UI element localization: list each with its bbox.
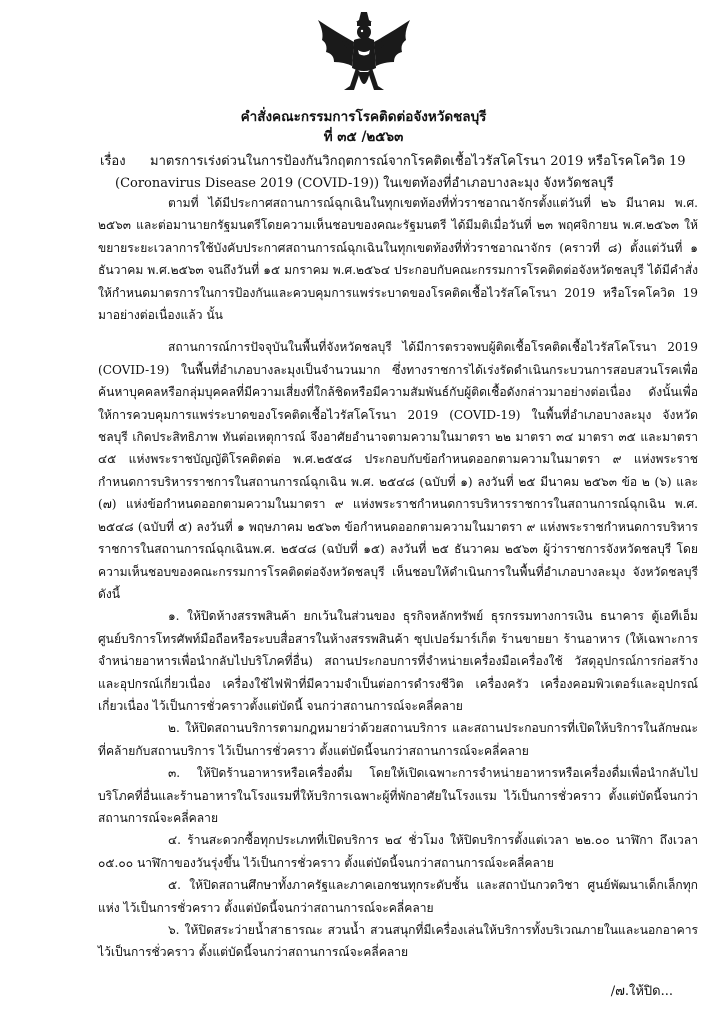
measure-item-4: ๔. ร้านสะดวกซื้อทุกประเภทที่เปิดบริการ ๒๔ ชั่วโมง ให้ปิดบริการตั้งแต่เวลา ๒๒.๐๐ นาฬิกา ถึงเวลา ๐๕.๐๐ นาฬิกาของวันรุ่งขึ้น ไว้เป็นการชั่วคราว ตั้งแต่บัดนี้จนกว่าสถานการณ์จะคลี่คลาย	[98, 833, 698, 870]
measure-item-6: ๖. ให้ปิดสระว่ายน้ำสาธารณะ สวนน้ำ สวนสนุกที่มีเครื่องเล่นให้บริการทั้งบริเวณภายในและนอกอาคาร ไว้เป็นการชั่วคราว ตั้งแต่บัดนี้จนกว่าสถานการณ์จะคลี่คลาย	[98, 923, 698, 960]
subject-line-1: มาตรการเร่งด่วนในการป้องกันวิกฤตการณ์จากโรคติดเชื้อไวรัสโคโรนา 2019 หรือโรคโควิด 19	[150, 154, 686, 169]
garuda-emblem-icon	[314, 10, 414, 98]
paragraph-situation: สถานการณ์การปัจจุบันในพื้นที่จังหวัดชลบุรี ได้มีการตรวจพบผู้ติดเชื้อโรคติดเชื้อไวรัสโคโรนา 2019 (COVID-19) ในพื้นที่อำเภอบางละมุงเป็นจำนวนมาก ซึ่งทางราชการได้เร่งรัดดำเนินกระบวนการสอบสวนโรคเพื่อค้นหาบุคคลหรือกลุ่มบุคคลที่มีความเสี่ยงที่ใกล้ชิดหรือมีความสัมพันธ์กับผู้ติดเชื้อดังกล่าวมาอย่างต่อเนื่อง ดังนั้นเพื่อให้การควบคุมการแพร่ระบาดของโรคติดเชื้อไวรัสโคโรนา 2019 (COVID-19) ในพื้นที่อำเภอบางละมุง จังหวัดชลบุรี เกิดประสิทธิภาพ ทันต่อเหตุการณ์ จึงอาศัยอำนาจตามความในมาตรา ๒๒ มาตรา ๓๔ มาตรา ๓๕ และมาตรา ๔๕ แห่งพระราชบัญญัติโรคติดต่อ พ.ศ.๒๕๕๘ ประกอบกับข้อกำหนดออกตามความในมาตรา ๙ แห่งพระราชกำหนดการบริหารราชการในสถานการณ์ฉุกเฉิน พ.ศ. ๒๕๔๘ (ฉบับที่ ๑) ลงวันที่ ๒๕ มีนาคม ๒๕๖๓ ข้อ ๒ (๖) และ (๗) แห่งข้อกำหนดออกตามความในมาตรา ๙ แห่งพระราชกำหนดการบริหารราชการในสถานการณ์ฉุกเฉิน พ.ศ. ๒๕๔๘ (ฉบับที่ ๕) ลงวันที่ ๑ พฤษภาคม ๒๕๖๓ ข้อกำหนดออกตามความในมาตรา ๙ แห่งพระราชกำหนดการบริหารราชการในสถานการณ์ฉุกเฉินพ.ศ. ๒๕๔๘ (ฉบับที่ ๑๕) ลงวันที่ ๒๕ ธันวาคม ๒๕๖๓ ผู้ว่าราชการจังหวัดชลบุรี โดยความเห็นชอบของคณะกรรมการโรคติดต่อจังหวัดชลบุรี เห็นชอบให้ดำเนินการในพื้นที่อำเภอบางละมุง จังหวัดชลบุรี ดังนี้	[98, 340, 698, 601]
measure-item-2: ๒. ให้ปิดสถานบริการตามกฎหมายว่าด้วยสถานบริการ และสถานประกอบการที่เปิดให้บริการในลักษณะที่คล้ายกับสถานบริการ ไว้เป็นการชั่วคราว ตั้งแต่บัดนี้จนกว่าสถานการณ์จะคลี่คลาย	[98, 721, 698, 758]
subject-line-2: (Coronavirus Disease 2019 (COVID-19)) ในเขตท้องที่อำเภอบางละมุง จังหวัดชลบุรี	[115, 176, 614, 191]
measure-item-3: ๓. ให้ปิดร้านอาหารหรือเครื่องดื่ม โดยให้เปิดเฉพาะการจำหน่ายอาหารหรือเครื่องดื่มเพื่อนำกลับไปบริโภคที่อื่นและร้านอาหารในโรงแรมที่ให้บริการเฉพาะผู้ที่พักอาศัยในโรงแรม ไว้เป็นการชั่วคราว ตั้งแต่บัดนี้จนกว่าสถานการณ์จะคลี่คลาย	[98, 766, 698, 825]
order-body	[98, 192, 698, 964]
order-number: ที่ ๓๕ /๒๕๖๓	[323, 129, 404, 145]
measure-item-5: ๕. ให้ปิดสถานศึกษาทั้งภาครัฐและภาคเอกชนทุกระดับชั้น และสถาบันกวดวิชา ศูนย์พัฒนาเด็กเล็กทุกแห่ง ไว้เป็นการชั่วคราว ตั้งแต่บัดนี้จนกว่าสถานการณ์จะคลี่คลาย	[98, 878, 698, 915]
order-title: คำสั่งคณะกรรมการโรคติดต่อจังหวัดชลบุรี	[240, 109, 487, 125]
subject-label: เรื่อง	[100, 154, 126, 169]
page-continuation: /๗.ให้ปิด...	[610, 984, 673, 999]
measure-item-1: ๑. ให้ปิดห้างสรรพสินค้า ยกเว้นในส่วนของ ธุรกิจหลักทรัพย์ ธุรกรรมทางการเงิน ธนาคาร ตู้เอทีเอ็ม ศูนย์บริการโทรศัพท์มือถือหรือระบบสื่อสารในห้างสรรพสินค้า ซุปเปอร์มาร์เก็ต ร้านขายยา ร้านอาหาร (ให้เฉพาะการจำหน่ายอาหารเพื่อนำกลับไปบริโภคที่อื่น) สถานประกอบการที่จำหน่ายเครื่องมือเครื่องใช้ วัสดุอุปกรณ์การก่อสร้างและอุปกรณ์เกี่ยวเนื่อง เครื่องใช้ไฟฟ้าที่มีความจำเป็นต่อการดำรงชีวิต เครื่องครัว เครื่องคอมพิวเตอร์และอุปกรณ์เกี่ยวเนื่อง ไว้เป็นการชั่วคราวตั้งแต่บัดนี้ จนกว่าสถานการณ์จะคลี่คลาย	[98, 609, 698, 713]
paragraph-background: ตามที่ ได้มีประกาศสถานการณ์ฉุกเฉินในทุกเขตท้องที่ทั่วราชอาณาจักรตั้งแต่วันที่ ๒๖ มีนาคม พ.ศ. ๒๕๖๓ และต่อมานายกรัฐมนตรีโดยความเห็นชอบของคณะรัฐมนตรี ได้มีมติเมื่อวันที่ ๒๓ พฤศจิกายน พ.ศ.๒๕๖๓ ให้ขยายระยะเวลาการใช้บังคับประกาศสถานการณ์ฉุกเฉินในทุกเขตท้องที่ทั่วราชอาณาจักร (คราวที่ ๘) ตั้งแต่วันที่ ๑ ธันวาคม พ.ศ.๒๕๖๓ จนถึงวันที่ ๑๕ มกราคม พ.ศ.๒๕๖๔ ประกอบกับคณะกรรมการโรคติดต่อจังหวัดชลบุรี ได้มีคำสั่งให้กำหนดมาตรการในการป้องกันและควบคุมการแพร่ระบาดของโรคติดเชื้อไวรัสโคโรนา 2019 หรือโรคโควิด 19 มาอย่างต่อเนื่องแล้ว นั้น	[98, 196, 698, 323]
